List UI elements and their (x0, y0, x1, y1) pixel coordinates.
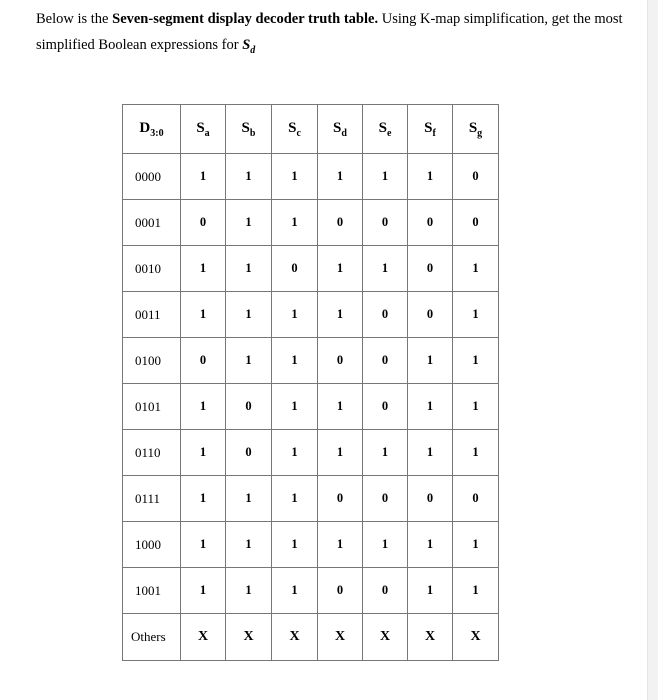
table-cell: 0 (226, 430, 272, 476)
header-sg: $S_g$ (453, 105, 499, 154)
table-cell: 1 (272, 292, 318, 338)
table-cell: 1 (453, 522, 499, 568)
table-cell: 0 (318, 338, 363, 384)
table-cell: 1 (453, 338, 499, 384)
table-cell-input: 0011 (123, 292, 181, 338)
target-symbol: $S_d$ (242, 37, 256, 56)
table-cell: 1 (181, 384, 226, 430)
header-d: $D_{3:0}$ (123, 105, 181, 154)
table-row (123, 430, 499, 476)
table-cell: 0 (408, 476, 453, 522)
table-cell: 1 (408, 568, 453, 614)
table-cell-input: 1000 (123, 522, 181, 568)
table-cell: 0 (408, 292, 453, 338)
table-row (123, 476, 499, 522)
table-cell: 1 (318, 522, 363, 568)
table-cell-input: 0000 (123, 154, 181, 200)
table-cell: 0 (318, 568, 363, 614)
table-cell: 1 (181, 476, 226, 522)
table-cell: 1 (318, 292, 363, 338)
table-row (123, 246, 499, 292)
table-cell: 1 (408, 522, 453, 568)
table-row (123, 338, 499, 384)
table-row (123, 200, 499, 246)
table-cell: 1 (272, 522, 318, 568)
table-cell: X (272, 614, 318, 661)
table-row-others (123, 614, 499, 661)
table-cell: 0 (363, 568, 408, 614)
table-cell: 1 (226, 292, 272, 338)
table-cell: 1 (226, 522, 272, 568)
table-cell: 0 (318, 476, 363, 522)
table-cell-input: 1001 (123, 568, 181, 614)
table-cell-input: 0101 (123, 384, 181, 430)
intro-suffix: Using K-map simplification, get the most simplified Boolean expressions for (36, 11, 623, 53)
header-row (123, 105, 499, 154)
table-cell: 1 (272, 154, 318, 200)
header-sf: $S_f$ (408, 105, 453, 154)
table-cell: 0 (181, 200, 226, 246)
table-cell: 1 (181, 430, 226, 476)
table-row (123, 292, 499, 338)
table-cell: 0 (453, 154, 499, 200)
table-cell: 0 (272, 246, 318, 292)
table-row (123, 384, 499, 430)
header-sd: $S_d$ (318, 105, 363, 154)
table-cell-input: 0111 (123, 476, 181, 522)
table-cell: 0 (363, 200, 408, 246)
table-cell: 0 (363, 338, 408, 384)
intro-prefix: Below is the (36, 11, 113, 27)
table-row (123, 154, 499, 200)
table-cell: X (181, 614, 226, 661)
table-cell-input: 0110 (123, 430, 181, 476)
table-row (123, 568, 499, 614)
question-text (36, 6, 636, 64)
table-cell: X (226, 614, 272, 661)
table-cell: 0 (363, 292, 408, 338)
table-cell: 1 (363, 154, 408, 200)
table-cell: 1 (181, 154, 226, 200)
header-sc: $S_c$ (272, 105, 318, 154)
table-cell: 1 (181, 568, 226, 614)
table-cell: 1 (408, 338, 453, 384)
table-cell: 0 (318, 200, 363, 246)
table-cell: 0 (363, 476, 408, 522)
table-cell: 1 (226, 568, 272, 614)
table-cell: 1 (181, 246, 226, 292)
table-cell: 1 (408, 154, 453, 200)
table-cell: 1 (272, 476, 318, 522)
table-cell: 1 (318, 430, 363, 476)
table-cell-input: 0010 (123, 246, 181, 292)
table-cell: 1 (453, 292, 499, 338)
table-cell: 1 (181, 292, 226, 338)
table-cell: 1 (453, 568, 499, 614)
table-cell: 1 (318, 384, 363, 430)
table-cell: 0 (453, 476, 499, 522)
table-cell: 0 (453, 200, 499, 246)
table-cell: 1 (408, 384, 453, 430)
table-cell-input: 0001 (123, 200, 181, 246)
table-cell: 1 (363, 522, 408, 568)
table-cell: 1 (363, 246, 408, 292)
table-cell: X (453, 614, 499, 661)
intro-bold: Seven-segment display decoder truth table. (112, 11, 379, 27)
table-cell: X (318, 614, 363, 661)
table-cell: X (408, 614, 453, 661)
table-cell: 1 (272, 430, 318, 476)
header-sa: $S_a$ (181, 105, 226, 154)
page-edge (647, 0, 658, 700)
table-cell: 1 (181, 522, 226, 568)
table-cell: 1 (226, 338, 272, 384)
table-cell: X (363, 614, 408, 661)
table-cell: 1 (363, 430, 408, 476)
table-cell: 1 (226, 246, 272, 292)
table-cell: 0 (408, 200, 453, 246)
table-cell: 1 (453, 384, 499, 430)
table-cell: 0 (363, 384, 408, 430)
header-se: $S_e$ (363, 105, 408, 154)
table-cell-input: Others (123, 614, 181, 661)
table-cell: 1 (318, 246, 363, 292)
table-cell: 0 (181, 338, 226, 384)
table-cell: 1 (272, 200, 318, 246)
table-cell: 1 (318, 154, 363, 200)
table-cell: 1 (226, 476, 272, 522)
table-cell: 1 (408, 430, 453, 476)
table-cell: 1 (226, 200, 272, 246)
table-cell: 0 (408, 246, 453, 292)
table-cell: 1 (272, 384, 318, 430)
table-cell: 1 (226, 154, 272, 200)
table-cell: 0 (226, 384, 272, 430)
truth-table (122, 104, 499, 661)
table-cell: 1 (453, 430, 499, 476)
table-cell-input: 0100 (123, 338, 181, 384)
table-cell: 1 (272, 338, 318, 384)
header-sb: $S_b$ (226, 105, 272, 154)
table-cell: 1 (272, 568, 318, 614)
table-cell: 1 (453, 246, 499, 292)
table-row (123, 522, 499, 568)
